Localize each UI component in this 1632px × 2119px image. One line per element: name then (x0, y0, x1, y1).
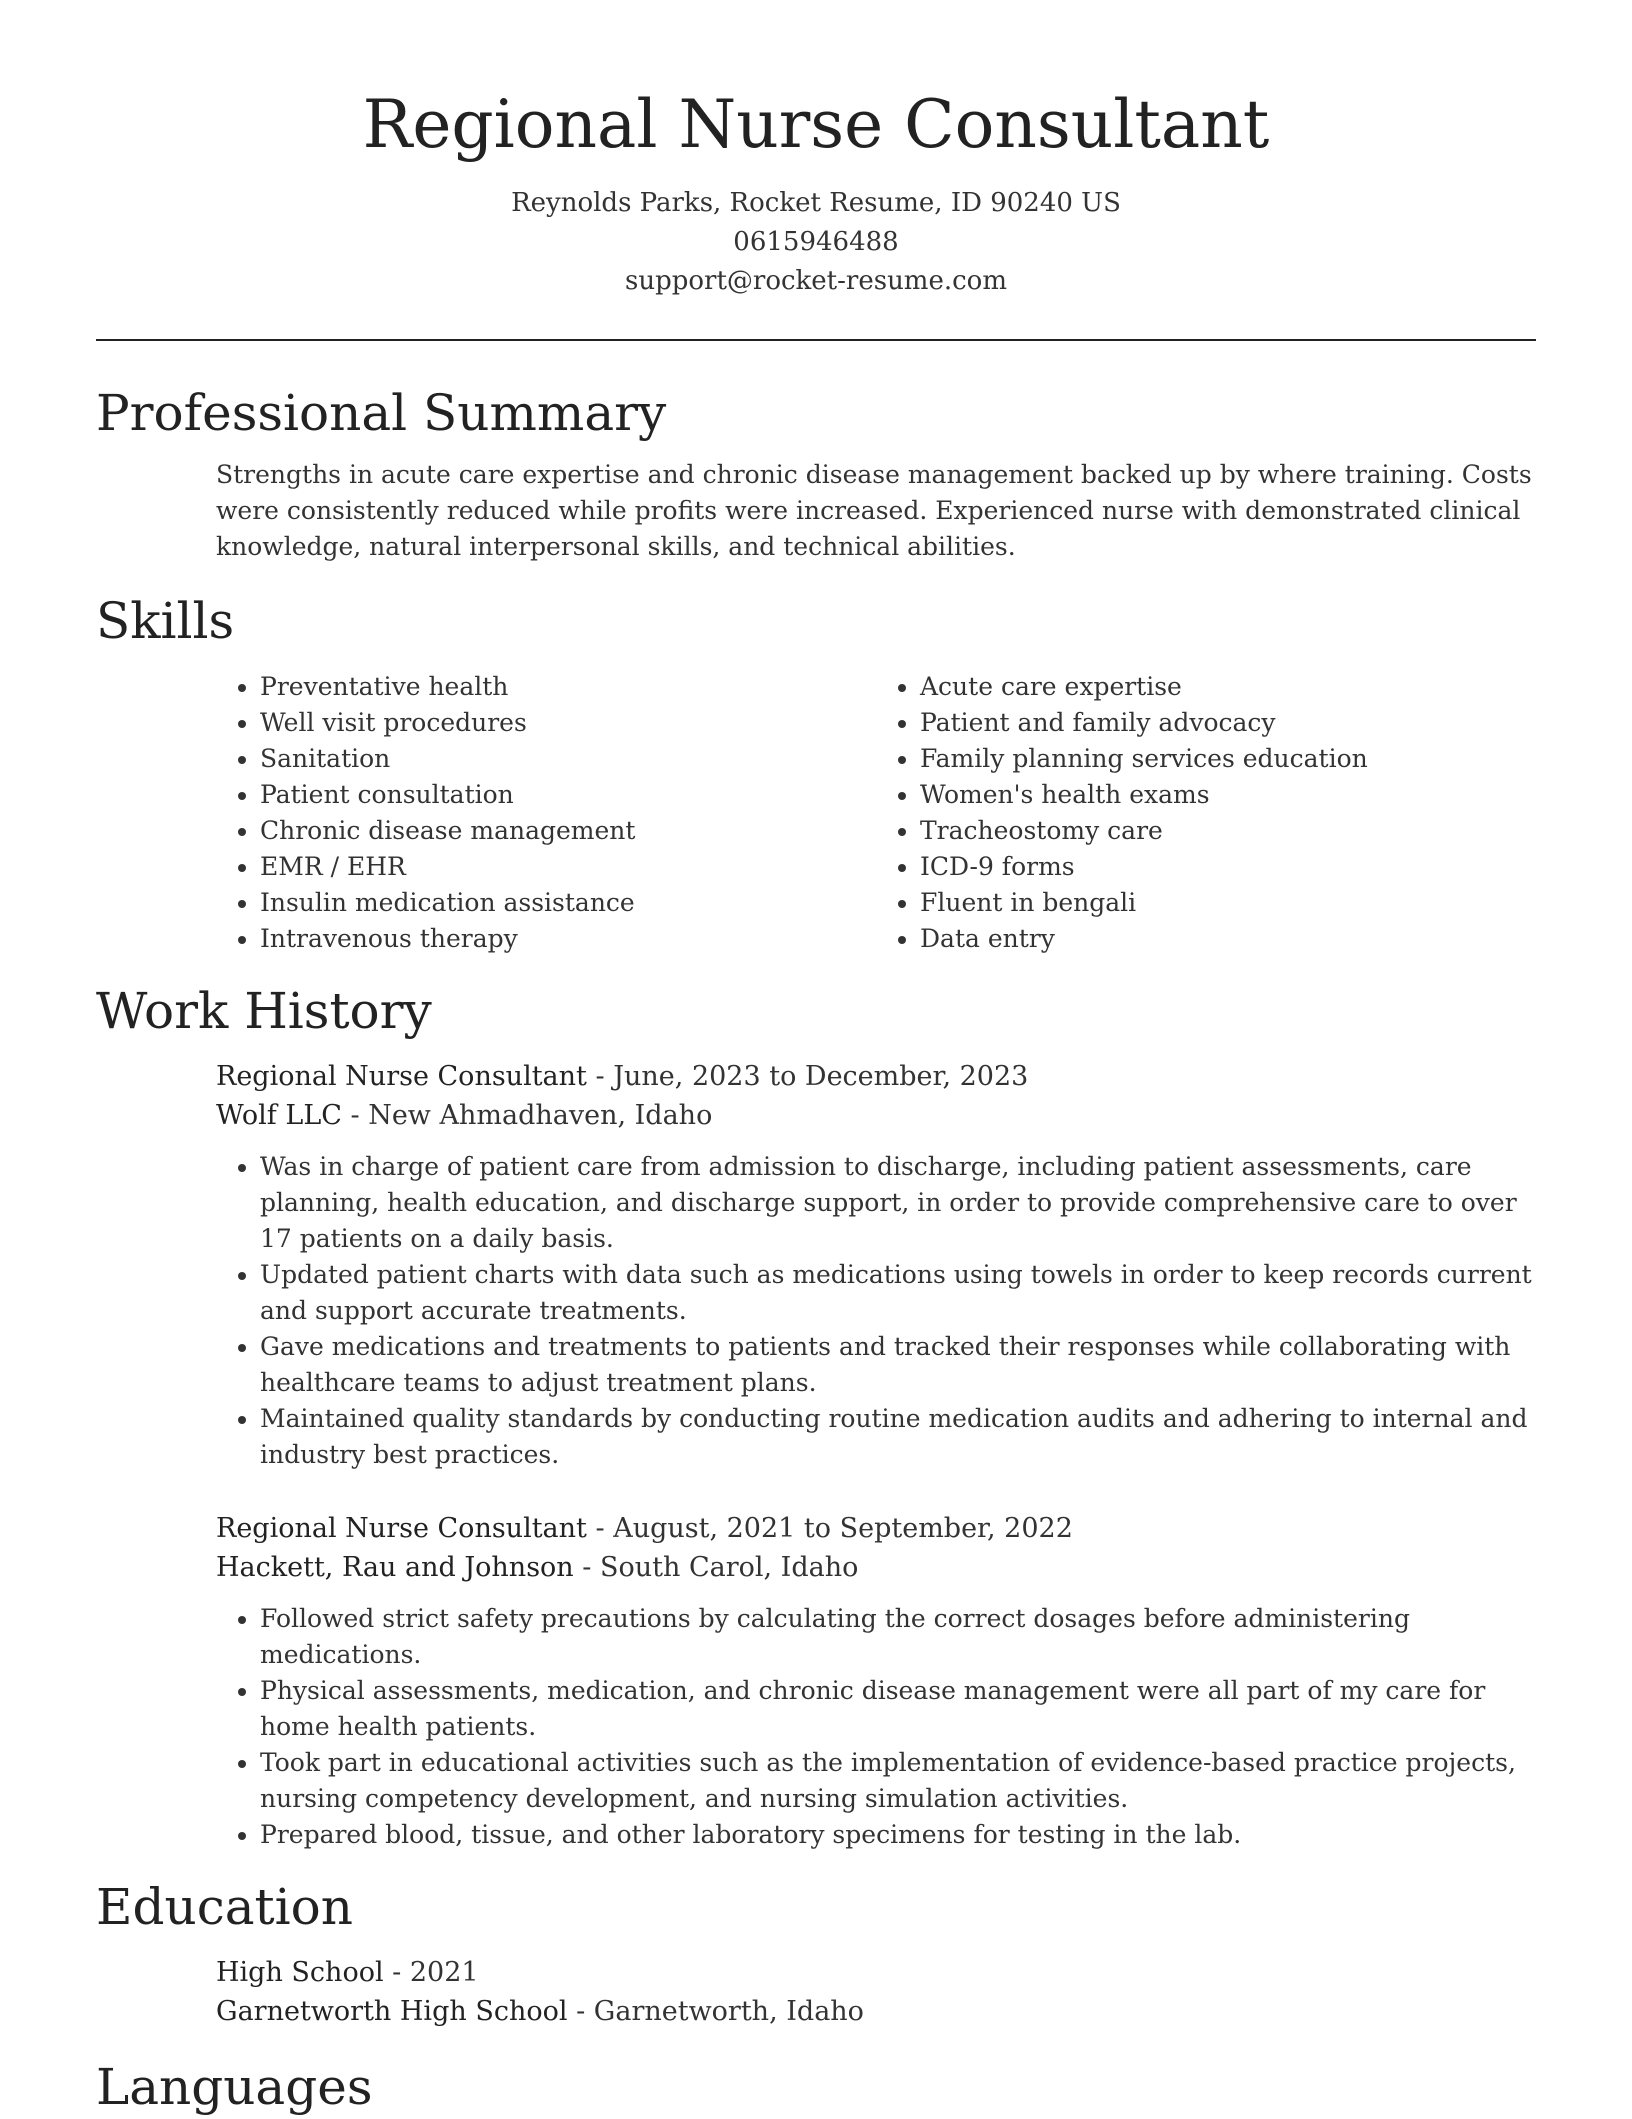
skills-heading: Skills (96, 592, 235, 650)
job-bullets (216, 1601, 1536, 1853)
skill-item: • Chronic disease management (260, 813, 876, 849)
skills-column-left (216, 669, 876, 957)
contact-address: Reynolds Parks, Rocket Resume, ID 90240 US (511, 188, 1121, 218)
skill-item: • Insulin medication assistance (260, 885, 876, 921)
education-degree: High School (216, 1957, 384, 1988)
job-bullet: • Gave medications and treatments to patients and tracked their responses while collaborating with healthcare teams to adjust treatment plans. (260, 1329, 1536, 1401)
skill-item: • EMR / EHR (260, 849, 876, 885)
education-year: - 2021 (383, 1957, 479, 1988)
skill-item: • Women's health exams (920, 777, 1536, 813)
summary-section (96, 381, 1536, 565)
resume-header (96, 0, 1536, 301)
job-role: Regional Nurse Consultant (216, 1061, 587, 1092)
skill-item: • Preventative health (260, 669, 876, 705)
education-section (96, 1875, 1536, 2031)
work-history-heading: Work History (96, 982, 432, 1040)
skill-item: • ICD-9 forms (920, 849, 1536, 885)
summary-heading: Professional Summary (96, 384, 667, 442)
job-bullet: • Took part in educational activities such as the implementation of evidence-based practice projects, nursing competency development, and nursing simulation activities. (260, 1745, 1536, 1817)
job-dates: - June, 2023 to December, 2023 (586, 1061, 1029, 1092)
job-bullet: • Prepared blood, tissue, and other laboratory specimens for testing in the lab. (260, 1817, 1536, 1853)
job-bullet: • Followed strict safety precautions by calculating the correct dosages before administering medications. (260, 1601, 1536, 1673)
skills-column-right (876, 669, 1536, 957)
job-company-line (216, 1548, 1536, 1587)
job-bullet: • Updated patient charts with data such as medications using towels in order to keep records current and support accurate treatments. (260, 1257, 1536, 1329)
education-heading: Education (96, 1878, 353, 1936)
skill-item: • Tracheostomy care (920, 813, 1536, 849)
job-company: Wolf LLC (216, 1100, 342, 1131)
work-history-section (96, 979, 1536, 1853)
contact-phone: 0615946488 (733, 227, 899, 257)
job-dates: - August, 2021 to September, 2022 (586, 1513, 1073, 1544)
candidate-name: Regional Nurse Consultant (362, 86, 1270, 163)
contact-email: support@rocket-resume.com (624, 266, 1007, 296)
job-entry (216, 1509, 1536, 1853)
education-school: Garnetworth High School (216, 1996, 568, 2027)
job-bullet: • Was in charge of patient care from admission to discharge, including patient assessments, care planning, health education, and discharge support, in order to provide comprehensive care to over 17 patients on a daily basis. (260, 1149, 1536, 1257)
skills-section (96, 589, 1536, 957)
languages-heading: Languages (96, 2058, 373, 2116)
job-bullets (216, 1149, 1536, 1473)
job-company: Hackett, Rau and Johnson (216, 1552, 574, 1583)
education-location: - Garnetworth, Idaho (567, 1996, 864, 2027)
skill-item: • Patient and family advocacy (920, 705, 1536, 741)
job-location: - New Ahmadhaven, Idaho (341, 1100, 713, 1131)
education-school-line (216, 1992, 1536, 2031)
skill-item: • Sanitation (260, 741, 876, 777)
education-entry (216, 1953, 1536, 2031)
skill-item: • Data entry (920, 921, 1536, 957)
languages-section (96, 2055, 1536, 2119)
skill-item: • Intravenous therapy (260, 921, 876, 957)
skill-item: • Family planning services education (920, 741, 1536, 777)
skills-grid (216, 669, 1536, 957)
resume-page (96, 0, 1536, 2119)
education-degree-line (216, 1953, 1536, 1992)
summary-text: Strengths in acute care expertise and chronic disease management backed up by where training. Costs were consistently reduced while profits were increased. Experienced nurse with demonstrated clinical knowledge, natural interpersonal skills, and technical abilities. (216, 460, 1532, 561)
skill-item: • Patient consultation (260, 777, 876, 813)
job-company-line (216, 1096, 1536, 1135)
job-bullet: • Physical assessments, medication, and chronic disease management were all part of my care for home health patients. (260, 1673, 1536, 1745)
job-bullet: • Maintained quality standards by conducting routine medication audits and adhering to internal and industry best practices. (260, 1401, 1536, 1473)
header-divider (96, 339, 1536, 341)
skill-item: • Fluent in bengali (920, 885, 1536, 921)
skill-item: • Well visit procedures (260, 705, 876, 741)
job-location: - South Carol, Idaho (573, 1552, 859, 1583)
job-entry (216, 1057, 1536, 1473)
job-title-line (216, 1057, 1536, 1096)
job-role: Regional Nurse Consultant (216, 1513, 587, 1544)
skill-item: • Acute care expertise (920, 669, 1536, 705)
job-title-line (216, 1509, 1536, 1548)
